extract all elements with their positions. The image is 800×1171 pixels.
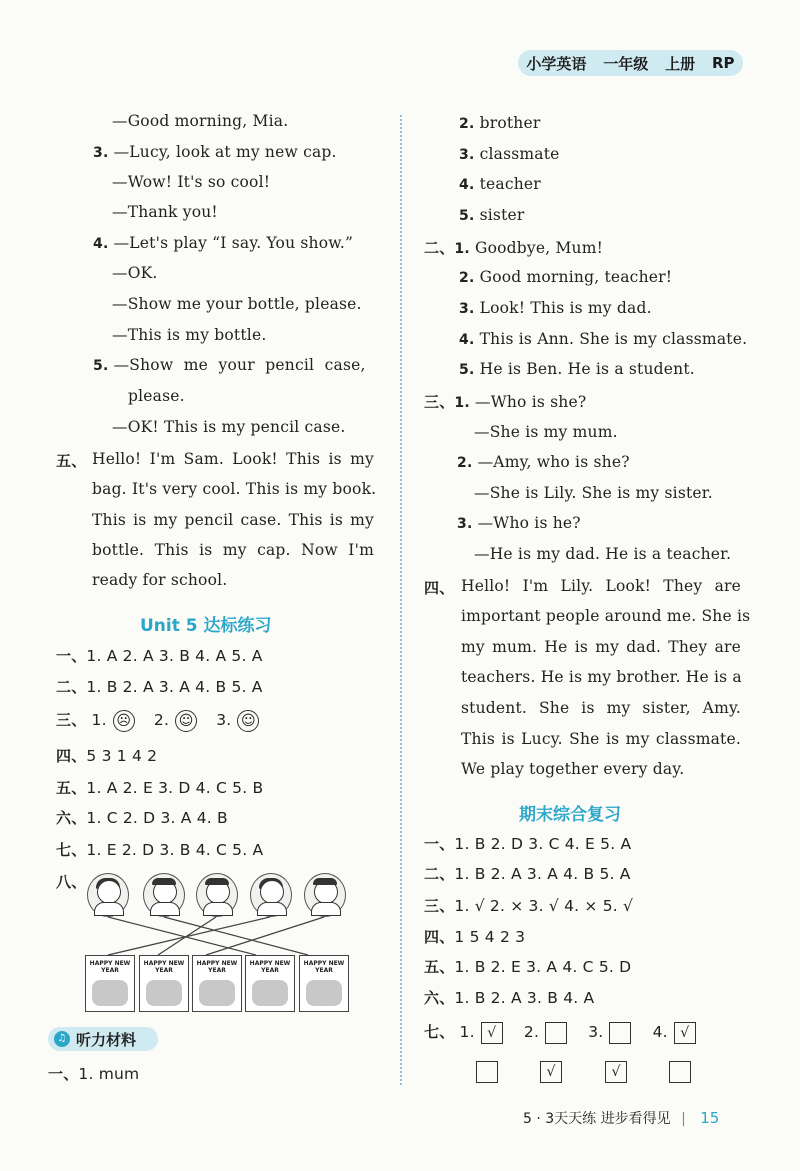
listening-material-tab: ♫ 听力材料 (48, 1027, 158, 1051)
dialog-line: —This is my bottle. (112, 326, 267, 344)
passage-line: This is my pencil case. This is my (92, 511, 374, 529)
dialog-line: —Lucy, look at my new cap. (113, 143, 337, 161)
new-year-card: HAPPY NEW YEAR (192, 955, 242, 1012)
dialog-5 (93, 356, 371, 374)
empty-box (609, 1022, 631, 1044)
dialog-line: —Good morning, Mia. (112, 112, 289, 130)
header-edition: RP (712, 54, 735, 72)
dialog-line: —Wow! It's so cool! (112, 173, 271, 191)
happy-face-icon: ☺ (237, 710, 259, 732)
empty-box (476, 1061, 498, 1083)
header-grade: 一年级 (603, 54, 649, 73)
header-volume: 上册 (665, 54, 696, 73)
passage-line: We play together every day. (461, 760, 685, 778)
answer-item: 二、1. Goodbye, Mum! (424, 239, 604, 257)
answer-row-7: 七、1. E 2. D 3. B 4. C 5. A (56, 841, 264, 859)
dialog-line: —OK. (112, 264, 158, 282)
passage-line: bag. It's very cool. This is my book. (92, 480, 377, 498)
dialog-line: —Show me your pencil case, (113, 356, 366, 374)
dialog-3 (93, 143, 337, 161)
review-row-5: 五、1. B 2. E 3. A 4. C 5. D (424, 958, 632, 976)
page-footer (523, 1108, 719, 1128)
dialog-item: 3. —Who is he? (457, 514, 581, 532)
sad-face-icon: ☹ (113, 710, 135, 732)
final-review-title: 期末综合复习 (519, 805, 621, 825)
answer-item: 5. He is Ben. He is a student. (459, 360, 695, 378)
review-row-1: 一、1. B 2. D 3. C 4. E 5. A (424, 835, 632, 853)
section-marker: 五、 (56, 452, 87, 470)
passage-line: Hello! I'm Lily. Look! They are (461, 577, 741, 595)
dialog-line: please. (128, 387, 185, 405)
passage-line: teachers. He is my brother. He is a (461, 668, 742, 686)
passage-line: This is Lucy. She is my classmate. (461, 730, 741, 748)
headphones-icon: ♫ (54, 1031, 70, 1047)
matching-lines (80, 915, 360, 957)
dialog-line: —Show me your bottle, please. (112, 295, 362, 313)
passage-line: bottle. This is my cap. Now I'm (92, 541, 374, 559)
checked-box: √ (481, 1022, 503, 1044)
answer-row-4: 四、5 3 1 4 2 (56, 747, 158, 765)
answer-item: 2. Good morning, teacher! (459, 268, 673, 286)
answer-item: 4. teacher (459, 175, 541, 193)
footer-brand: 5 · 3天天练 进步看得见 (523, 1111, 671, 1127)
new-year-card: HAPPY NEW YEAR (139, 955, 189, 1012)
checked-box: √ (674, 1022, 696, 1044)
passage-line: my mum. He is my dad. They are (461, 638, 741, 656)
new-year-card: HAPPY NEW YEAR (85, 955, 135, 1012)
girl-portrait-icon (87, 873, 129, 917)
empty-box (669, 1061, 691, 1083)
dialog-line: —Let's play “I say. You show.” (113, 234, 354, 252)
answer-row-5: 五、1. A 2. E 3. D 4. C 5. B (56, 779, 264, 797)
review-row-3: 三、1. √ 2. × 3. √ 4. × 5. √ (424, 897, 634, 915)
review-row-4: 四、1 5 4 2 3 (424, 928, 526, 946)
dialog-item: 三、1. —Who is she? (424, 393, 587, 411)
review-row-2: 二、1. B 2. A 3. A 4. B 5. A (424, 865, 631, 883)
review-row-6: 六、1. B 2. A 3. B 4. A (424, 989, 595, 1007)
passage-line: important people around me. She is (461, 607, 751, 625)
unit5-title: Unit 5 达标练习 (140, 616, 272, 636)
answer-row-3: 三、 1. ☹ 2. ☺ 3. ☺ (56, 709, 259, 732)
empty-box (545, 1022, 567, 1044)
review-row-7: 七、 1. √ 2. 3. 4. √ (424, 1021, 696, 1044)
checked-box: √ (540, 1061, 562, 1083)
answer-row-1: 一、1. A 2. A 3. B 4. A 5. A (56, 647, 263, 665)
answer-item: 4. This is Ann. She is my classmate. (459, 330, 748, 348)
boy-portrait-icon (304, 873, 346, 917)
dialog-line: —She is Lily. She is my sister. (474, 484, 713, 502)
answer-item: 3. Look! This is my dad. (459, 299, 652, 317)
item-number: 3. (93, 145, 109, 161)
header-subject: 小学英语 (526, 54, 587, 73)
page-number: 15 (700, 1109, 720, 1127)
item-number: 4. (93, 236, 109, 252)
answer-item: 2. brother (459, 114, 541, 132)
new-year-card: HAPPY NEW YEAR (245, 955, 295, 1012)
dialog-line: —She is my mum. (474, 423, 618, 441)
dialog-line: —He is my dad. He is a teacher. (474, 545, 732, 563)
happy-face-icon: ☺ (175, 710, 197, 732)
passage-line: ready for school. (92, 571, 228, 589)
dialog-line: —Thank you! (112, 203, 218, 221)
answer-row-2: 二、1. B 2. A 3. A 4. B 5. A (56, 678, 263, 696)
answer-row-6: 六、1. C 2. D 3. A 4. B (56, 809, 228, 827)
answer-item: 5. sister (459, 206, 525, 224)
dialog-4 (93, 234, 353, 252)
section-marker: 四、 (424, 579, 455, 597)
column-divider (400, 115, 402, 1085)
woman-portrait-icon (250, 873, 292, 917)
answer-row-8-marker: 八、 (56, 873, 87, 891)
passage-line: student. She is my sister, Amy. (461, 699, 741, 717)
answer-item: 3. classmate (459, 145, 560, 163)
dialog-item: 2. —Amy, who is she? (457, 453, 630, 471)
boy-portrait-icon (196, 873, 238, 917)
new-year-card: HAPPY NEW YEAR (299, 955, 349, 1012)
listening-item: 一、1. mum (48, 1065, 140, 1083)
man-portrait-icon (143, 873, 185, 917)
footer-separator: | (681, 1111, 686, 1127)
passage-line: Hello! I'm Sam. Look! This is my (92, 450, 374, 468)
checked-box: √ (605, 1061, 627, 1083)
item-number: 5. (93, 358, 109, 374)
page-header (518, 50, 743, 76)
dialog-line: —OK! This is my pencil case. (112, 418, 346, 436)
